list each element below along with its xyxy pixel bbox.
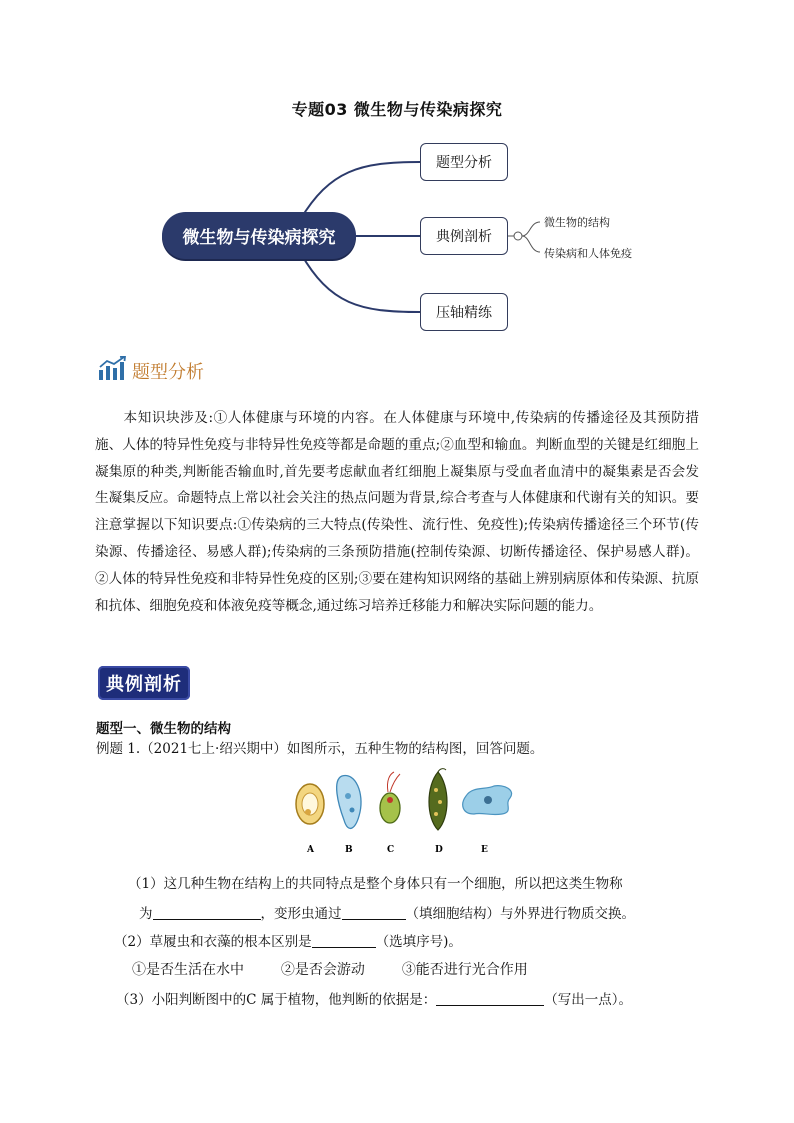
q1-text-b: ，变形虫通过 (260, 906, 342, 922)
q3-tail: （写出一点）。 (544, 992, 632, 1008)
organism-e-amoeba (463, 786, 512, 815)
question-3-line (116, 988, 632, 1008)
page-title: 专题03 微生物与传染病探究 (291, 100, 503, 119)
bar-chart-icon (98, 356, 128, 386)
question-2-line (114, 930, 462, 950)
section-heading-analysis (98, 356, 204, 386)
q1-text-c: （填细胞结构）与外界进行物质交换。 (405, 906, 635, 922)
mindmap-root-node: 微生物与传染病探究 (162, 212, 356, 259)
organism-d-euglena (429, 769, 447, 830)
example-intro: 例题 1.（2021七上·绍兴期中）如图所示，五种生物的结构图，回答问题。 (96, 741, 544, 757)
answer-blank-1[interactable] (153, 905, 261, 920)
organisms-figure (290, 768, 520, 858)
q2-text: （2）草履虫和衣藻的根本区别是 (114, 934, 312, 950)
question-1-line-2 (139, 902, 635, 922)
organism-c-chlamydomonas (380, 772, 400, 823)
answer-blank-4[interactable] (436, 991, 544, 1006)
question-1-line-1: （1）这几种生物在结构上的共同特点是整个身体只有一个细胞，所以把这类生物称 (128, 876, 623, 892)
question-type-heading: 题型一、微生物的结构 (96, 721, 231, 737)
section-heading-text: 题型分析 (132, 362, 204, 383)
figure-label-e: E (481, 845, 488, 855)
answer-blank-2[interactable] (342, 905, 406, 920)
figure-label-d: D (435, 845, 443, 855)
mindmap-leaf-immunity: 传染病和人体免疫 (544, 247, 632, 260)
analysis-paragraph (95, 405, 699, 619)
mindmap-leaf-structure: 微生物的结构 (544, 216, 610, 229)
mindmap-branch-practice: 压轴精练 (420, 293, 508, 331)
examples-banner: 典例剖析 (98, 666, 190, 700)
mindmap-branch-analysis: 题型分析 (420, 143, 508, 181)
q3-text: （3）小阳判断图中的C 属于植物，他判断的依据是： (116, 992, 437, 1008)
q2-tail: （选填序号)。 (375, 934, 462, 950)
organism-b-paramecium (337, 776, 361, 829)
option-3: ③能否进行光合作用 (401, 962, 528, 978)
answer-blank-3[interactable] (312, 933, 376, 948)
organism-a-yeast (296, 784, 324, 824)
mindmap-connectors (0, 0, 794, 360)
option-1: ①是否生活在水中 (132, 962, 244, 978)
analysis-text: 本知识块涉及:①人体健康与环境的内容。在人体健康与环境中,传染病的传播途径及其预防措施、人体的特异性免疫与非特异性免疫等都是命题的重点;②血型和输血。判断血型的关键是红细胞上凝集原的种类,判断能否输血时,首先要考虑献血者红细胞上凝集原与受血者血清中的凝集素是否会发生凝集反应。命题特点上常以社会关注的热点问题为背景,综合考查与人体健康和代谢有关的知识。要注意掌握以下知识要点:①传染病的三大特点(传染性、流行性、免疫性);传染病传播途径三个环节(传染源、传播途径、易感人群);传染病的三条预防措施(控制传染源、切断传播途径、保护易感人群)。②人体的特异性免疫和非特异性免疫的区别;③要在建构知识网络的基础上辨别病原体和传染源、抗原和抗体、细胞免疫和体液免疫等概念,通过练习培养迁移能力和解决实际问题的能力。 (95, 410, 699, 614)
figure-label-c: C (387, 845, 395, 855)
figure-label-b: B (345, 845, 353, 855)
question-2-options (132, 959, 528, 979)
q1-text-a: 为 (139, 906, 153, 922)
figure-label-a: A (307, 845, 314, 855)
option-2: ②是否会游动 (280, 962, 365, 978)
mindmap-branch-examples: 典例剖析 (420, 217, 508, 255)
